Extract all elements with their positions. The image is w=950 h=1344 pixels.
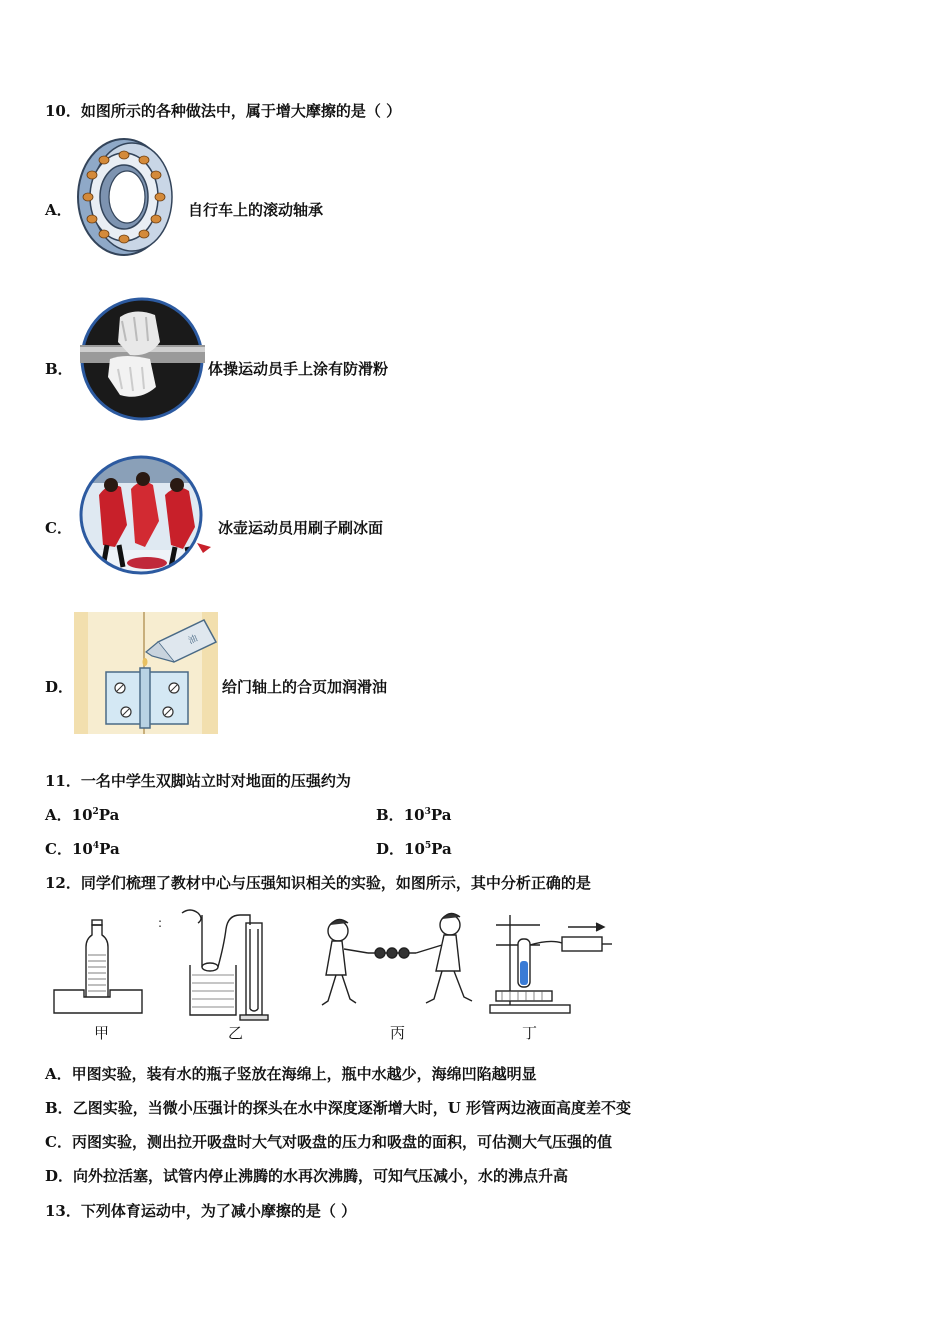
q10-option-d-label: D． — [45, 678, 74, 696]
q10-option-c-label: C． — [45, 519, 72, 537]
figure-caption-ding: 丁 — [522, 1024, 538, 1042]
q11-option-a-base: 10 — [71, 806, 93, 824]
ball-bearing-image — [74, 135, 182, 260]
q12-option-a-label: A． — [45, 1065, 72, 1083]
q12-option-d-text: 向外拉活塞，试管内停止沸腾的水再次沸腾，可知气压减小，水的沸点升高 — [73, 1167, 569, 1185]
q11-option-d — [376, 839, 452, 859]
q11-option-c-exp: 4 — [92, 841, 100, 851]
q11-option-b-exp: 3 — [424, 807, 431, 817]
q11-option-a-exp: 2 — [92, 807, 99, 817]
q11-option-b-base: 10 — [403, 806, 425, 824]
q11-option-c-base: 10 — [71, 840, 93, 858]
q12-option-c-text: 丙图实验，测出拉开吸盘时大气对吸盘的压力和吸盘的面积，可估测大气压强的值 — [71, 1133, 612, 1151]
svg-text::: : — [158, 916, 163, 930]
q12-option-b-text: 乙图实验，当微小压强计的探头在水中深度逐渐增大时，U 形管两边液面高度差不变 — [72, 1099, 631, 1117]
q11-option-c — [45, 839, 120, 859]
q12-option-b — [45, 1098, 631, 1118]
q12-option-a — [45, 1064, 537, 1084]
q11-option-a-label: A． — [45, 806, 72, 824]
figure-caption-jia: 甲 — [94, 1024, 110, 1042]
figure-caption-bing: 丙 — [390, 1024, 406, 1042]
q11-option-a-unit: Pa — [98, 806, 120, 824]
q11-option-b — [376, 805, 451, 825]
q11-option-d-label: D． — [376, 840, 405, 858]
pressure-gauge-drawing — [158, 910, 268, 1020]
q10-option-b-text: 体操运动员手上涂有防滑粉 — [208, 360, 389, 378]
q12-option-d-label: D． — [45, 1167, 74, 1185]
q12-option-c — [45, 1132, 612, 1152]
suction-cup-tug-drawing — [322, 913, 472, 1005]
q10-option-a-label: A． — [45, 201, 72, 219]
q10-option-c-text: 冰壶运动员用刷子刷冰面 — [218, 519, 384, 537]
q11-option-b-label: B． — [376, 806, 404, 824]
q11-option-c-unit: Pa — [99, 840, 120, 858]
q12-stem: 12．同学们梳理了教材中心与压强知识相关的实验，如图所示，其中分析正确的是 — [45, 874, 591, 892]
q12-option-d — [45, 1166, 568, 1186]
bottle-on-sponge-drawing — [54, 920, 142, 1013]
gymnast-hands-image — [80, 297, 205, 421]
q11-option-b-unit: Pa — [430, 806, 452, 824]
q12-option-a-text: 甲图实验，装有水的瓶子竖放在海绵上，瓶中水越少，海绵凹陷越明显 — [71, 1065, 537, 1083]
curling-image — [79, 455, 215, 576]
q11-stem: 11．一名中学生双脚站立时对地面的压强约为 — [45, 772, 351, 790]
q13-stem: 13．下列体育运动中，为了减小摩擦的是（ ） — [45, 1202, 357, 1220]
q11-option-d-unit: Pa — [431, 840, 452, 858]
q11-option-d-exp: 5 — [424, 841, 432, 851]
door-hinge-oil-image — [74, 612, 218, 734]
figure-caption-yi: 乙 — [228, 1024, 244, 1042]
q10-option-b-label: B． — [45, 360, 73, 378]
q11-option-a — [45, 805, 119, 825]
q10-option-d-text: 给门轴上的合页加润滑油 — [222, 678, 388, 696]
q11-option-d-base: 10 — [404, 840, 425, 858]
q12-option-b-label: B． — [45, 1099, 73, 1117]
q10-stem: 10．如图所示的各种做法中，属于增大摩擦的是（ ） — [45, 102, 402, 120]
q10-option-a-text: 自行车上的滚动轴承 — [188, 201, 324, 219]
q12-option-c-label: C． — [45, 1133, 72, 1151]
test-tube-syringe-drawing — [490, 915, 612, 1013]
svg-text:油: 油 — [187, 633, 200, 647]
q11-option-c-label: C． — [45, 840, 72, 858]
